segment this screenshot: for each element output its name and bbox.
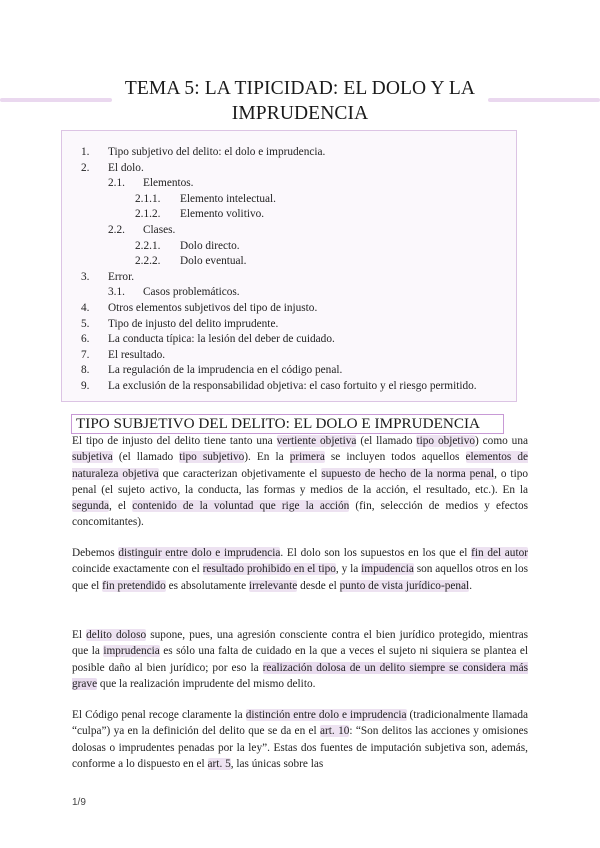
text-run: es absolutamente	[165, 579, 249, 592]
highlight: fin pretendido	[102, 579, 166, 592]
highlight: resultado prohibido en el tipo	[202, 563, 336, 576]
text-run: , o tipo penal (el sujeto activo, la conducta, las formas y medios de la acción, el resultado, etc.). En la	[72, 467, 529, 496]
highlight: segunda	[72, 500, 110, 513]
highlight: tipo objetivo	[416, 435, 475, 447]
paragraph-4	[72, 707, 528, 772]
toc-item-text: Dolo eventual.	[180, 255, 247, 268]
highlight: vertiente objetiva	[276, 435, 357, 447]
toc-item-number: 5.	[81, 317, 90, 330]
highlight: fin del autor	[471, 547, 528, 559]
text-run: .	[469, 579, 473, 592]
highlight: realización dolosa de un delito siempre se considera más grave	[72, 661, 528, 690]
section-heading: TIPO SUBJETIVO DEL DELITO: EL DOLO E IMPRUDENCIA	[76, 415, 480, 432]
table-of-contents	[61, 130, 517, 402]
toc-item-number: 8.	[81, 364, 90, 377]
text-run: (fin, selección de medios y efectos concomitantes).	[72, 500, 528, 529]
text-run: (el llamado	[112, 451, 180, 464]
highlight: irrelevante	[248, 579, 298, 592]
toc-item-number: 3.1.	[108, 286, 125, 299]
paragraph-3	[72, 627, 528, 692]
text-run: coincide exactamente con el	[72, 563, 203, 576]
text-run: , y la	[335, 563, 362, 576]
text-run: Debemos	[72, 547, 119, 559]
highlight: art. 5	[207, 757, 231, 770]
toc-item-text: Casos problemáticos.	[143, 286, 240, 299]
highlight: subjetiva	[72, 451, 113, 464]
toc-item-number: 2.1.1.	[135, 192, 161, 205]
text-run: El Código penal recoge claramente la	[72, 709, 246, 721]
text-run: El tipo de injusto del delito tiene tanto una	[72, 435, 277, 447]
toc-item-number: 6.	[81, 333, 90, 346]
text-run: , las únicas sobre las	[230, 757, 324, 770]
toc-item-text: La regulación de la imprudencia en el código penal.	[108, 364, 343, 377]
toc-item-text: Tipo de injusto del delito imprudente.	[108, 317, 279, 330]
highlight: punto de vista jurídico-penal	[339, 579, 470, 592]
toc-item-text: La conducta típica: la lesión del deber de cuidado.	[108, 333, 335, 346]
toc-item-text: Elementos.	[143, 177, 194, 190]
highlight: elementos de naturaleza objetiva	[72, 451, 529, 480]
toc-item-number: 2.2.	[108, 224, 125, 236]
toc-item-number: 7.	[81, 348, 90, 361]
highlight: contenido de la voluntad que rige la acción	[132, 500, 350, 513]
toc-item-number: 9.	[81, 380, 90, 392]
text-run: es sólo una falta de cuidado en la que a veces el sujeto ni siquiera se plantea el posible daño al bien jurídico; por eso la	[72, 645, 528, 674]
highlight: art. 10	[320, 725, 350, 738]
text-run: (el llamado	[356, 435, 417, 447]
text-run: que la realización imprudente del mismo delito.	[97, 677, 316, 690]
paragraph-1	[72, 433, 528, 531]
highlight: delito doloso	[86, 629, 147, 641]
toc-item-number: 2.1.2.	[135, 208, 161, 221]
text-run: : “Son delitos las acciones y omisiones dolosas o imprudentes penadas por la ley”. Estas dos fuentes de imputación subjetiva son, además, conforme a lo dispuesto en el	[72, 725, 529, 770]
paragraph-2	[72, 545, 528, 594]
toc-item-number: 4.	[81, 302, 90, 314]
page-number: 1/9	[72, 797, 86, 808]
highlight: impudencia	[361, 563, 414, 576]
toc-item-number: 1.	[81, 146, 90, 158]
toc-item-text: La exclusión de la responsabilidad objetiva: el caso fortuito y el riesgo permitido.	[108, 380, 477, 392]
toc-item-text: Dolo directo.	[180, 239, 240, 252]
text-run: desde el	[297, 579, 340, 592]
highlight: distinguir entre dolo e imprudencia	[118, 547, 281, 559]
toc-item-text: Error.	[108, 270, 135, 283]
title-decoration-left	[0, 98, 112, 102]
highlight: tipo subjetivo	[179, 451, 245, 464]
toc-item-number: 2.1.	[108, 177, 125, 190]
text-run: se incluyen todos aquellos	[324, 451, 466, 464]
toc-item-text: El resultado.	[108, 348, 166, 361]
text-run: (tradicionalmente llamada “culpa”) ya en la definición del delito que se da en el	[72, 709, 528, 738]
highlight: primera	[289, 451, 325, 464]
highlight: supuesto de hecho de la norma penal	[321, 467, 495, 480]
highlight: imprudencia	[103, 645, 160, 658]
toc-item-text: Elemento intelectual.	[180, 192, 276, 205]
toc-item-text: Otros elementos subjetivos del tipo de injusto.	[108, 302, 318, 314]
text-run: son aquellos otros en los que el	[72, 563, 528, 592]
text-run: . El dolo son los supuestos en los que el	[280, 547, 472, 559]
text-run: El	[72, 629, 87, 641]
toc-item-text: Tipo subjetivo del delito: el dolo e imprudencia.	[108, 146, 326, 158]
text-run: supone, pues, una agresión consciente contra el bien jurídico protegido, mientras que la	[72, 629, 528, 658]
toc-item-number: 2.2.1.	[135, 239, 161, 252]
title-decoration-right	[488, 98, 600, 102]
toc-item-text: El dolo.	[108, 161, 144, 174]
document-title: TEMA 5: LA TIPICIDAD: EL DOLO Y LA IMPRUDENCIA	[124, 78, 476, 124]
text-run: que caracterizan objetivamente el	[158, 467, 322, 480]
toc-item-text: Elemento volitivo.	[180, 208, 265, 221]
toc-item-number: 2.2.2.	[135, 255, 161, 268]
text-run: , el	[109, 500, 133, 513]
text-run: ). En la	[244, 451, 290, 464]
toc-item-number: 2.	[81, 161, 90, 174]
text-run: ) como una	[475, 435, 528, 447]
toc-item-number: 3.	[81, 270, 90, 283]
toc-item-text: Clases.	[143, 224, 176, 236]
highlight: distinción entre dolo e imprudencia	[245, 709, 407, 721]
